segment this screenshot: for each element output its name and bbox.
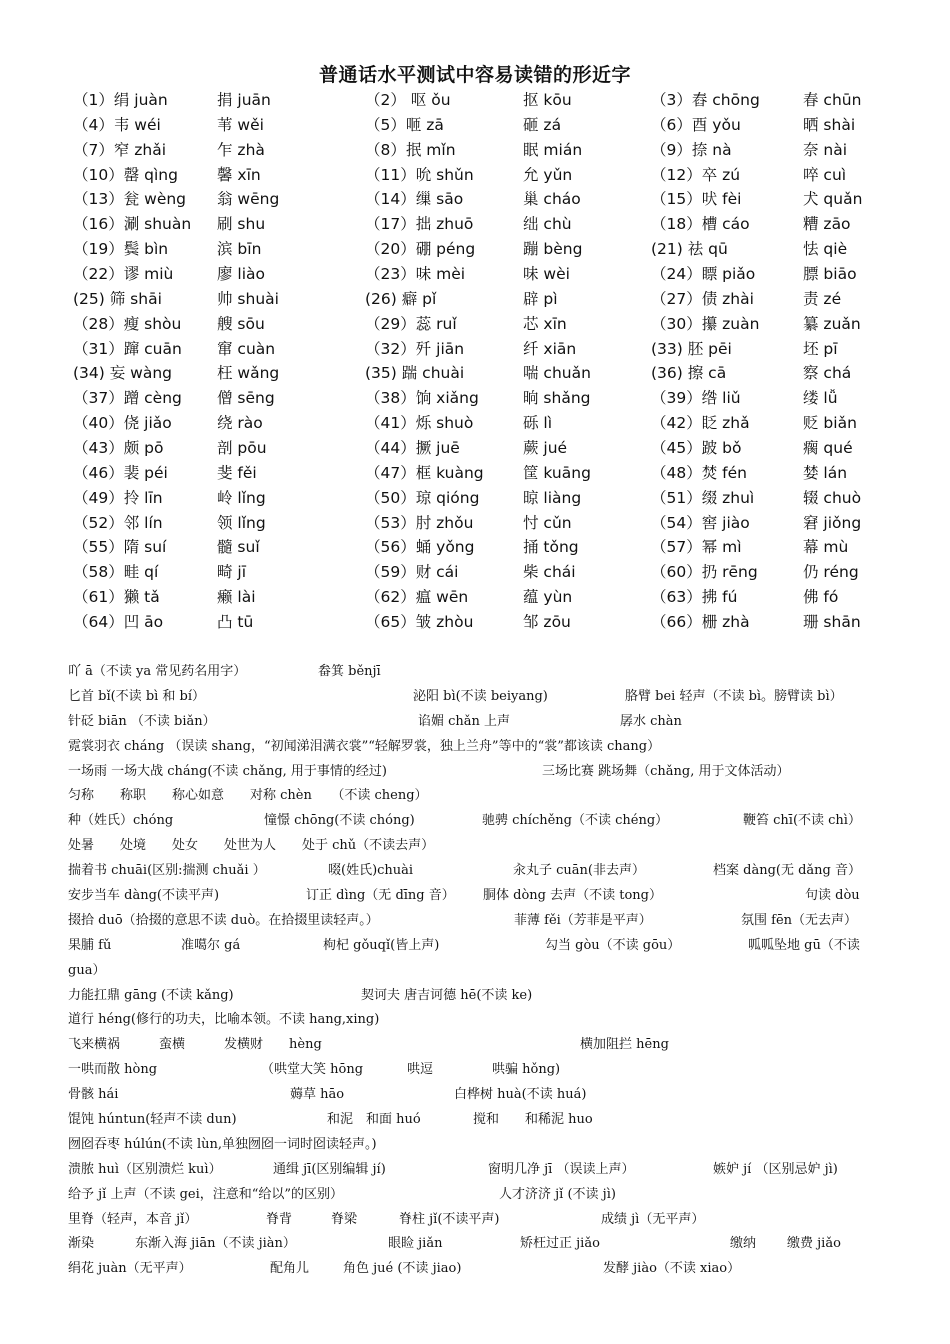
note-segment: 氛围 fēn（无去声） xyxy=(741,912,858,928)
note-segment: 鞭笞 chī(不读 chì） xyxy=(743,813,861,829)
grid-cell: （14）缫 sāo xyxy=(365,190,464,209)
grid-cell: (36) 擦 cā xyxy=(651,364,727,383)
grid-cell: （23）味 mèi xyxy=(365,265,466,284)
note-row xyxy=(68,685,888,710)
note-row xyxy=(68,760,888,785)
grid-cell: （28）瘦 shòu xyxy=(73,314,182,333)
note-segment: 菲薄 fěi（芳菲是平声） xyxy=(514,912,652,928)
grid-cell: （7）窄 zhǎi xyxy=(73,140,167,159)
grid-cell: 绕 rào xyxy=(217,414,263,433)
note-row xyxy=(68,1183,888,1208)
grid-cell: (35) 踹 chuài xyxy=(365,364,465,383)
grid-cell: 味 wèi xyxy=(523,265,570,284)
grid-cell: （4）韦 wéi xyxy=(73,115,161,134)
note-segment: 横加阻拦 hēng xyxy=(580,1037,669,1053)
grid-cell: 廖 liào xyxy=(217,265,266,284)
grid-cell: (33) 胚 pēi xyxy=(651,339,732,358)
note-segment: 泌阳 bì(不读 beiyang) xyxy=(413,688,548,704)
grid-cell: （38）饷 xiǎng xyxy=(365,389,479,408)
note-segment: 通缉 jī(区别编辑 jí) xyxy=(273,1161,386,1177)
grid-cell: （10）罄 qìng xyxy=(73,165,178,184)
grid-row xyxy=(73,386,893,411)
note-row xyxy=(68,735,888,760)
note-segment: 配角儿 xyxy=(270,1261,310,1277)
grid-cell: （27）债 zhài xyxy=(651,289,754,308)
note-segment: 人才济济 jǐ (不读 jì) xyxy=(499,1186,616,1202)
note-segment: 嫉妒 jí （区别忌妒 jì) xyxy=(713,1161,838,1177)
note-segment: 里脊（轻声，本音 jǐ） xyxy=(68,1211,198,1227)
grid-cell: 刷 shu xyxy=(217,215,266,234)
grid-row xyxy=(73,262,893,287)
note-segment: 匀称 称职 称心如意 对称 chèn （不读 cheng） xyxy=(68,788,428,804)
grid-row xyxy=(73,88,893,113)
note-row xyxy=(68,1033,888,1058)
grid-cell: 绌 chù xyxy=(523,215,572,234)
grid-cell: 乍 zhà xyxy=(217,140,265,159)
grid-cell: 仍 réng xyxy=(803,563,859,582)
note-segment: 订正 dìng（无 dīng 音） xyxy=(306,888,455,904)
grid-cell: （12）卒 zú xyxy=(651,165,741,184)
note-row xyxy=(68,984,888,1009)
grid-row xyxy=(73,411,893,436)
grid-cell: 坯 pī xyxy=(803,339,838,358)
note-segment: 啜(姓氏)chuài xyxy=(328,863,414,879)
character-pair-grid xyxy=(73,88,893,635)
note-segment: 一哄而散 hòng xyxy=(68,1062,158,1078)
grid-cell: 领 lǐng xyxy=(217,513,266,532)
note-segment: 胳臂 bei 轻声（不读 bì。膀臂读 bì） xyxy=(625,688,843,704)
note-segment: 哄逗 xyxy=(407,1062,434,1078)
grid-cell: 滨 bīn xyxy=(217,240,262,259)
grid-cell: 责 zé xyxy=(803,289,842,308)
note-segment: 角色 jué (不读 jiao) xyxy=(343,1261,462,1277)
grid-cell: （22）谬 miù xyxy=(73,265,174,284)
grid-cell: 柴 chái xyxy=(523,563,576,582)
grid-cell: 晾 liàng xyxy=(523,488,582,507)
grid-cell: （2） 呕 ǒu xyxy=(365,91,451,109)
note-segment: 发酵 jiào（不读 xiao） xyxy=(603,1261,741,1277)
note-segment: 眼睑 jiǎn xyxy=(388,1236,443,1252)
grid-cell: （30）攥 zuàn xyxy=(651,314,760,333)
grid-cell: （3）舂 chōng xyxy=(651,91,760,109)
note-row xyxy=(68,809,888,834)
grid-cell: （24）瞟 piǎo xyxy=(651,265,756,284)
grid-cell: （31）蹿 cuān xyxy=(73,339,182,358)
note-segment: 安步当车 dàng(不读平声) xyxy=(68,888,220,904)
grid-cell: （45）跛 bǒ xyxy=(651,439,742,458)
grid-cell: (25) 筛 shāi xyxy=(73,289,162,308)
grid-row xyxy=(73,163,893,188)
note-segment: 飞来横祸 蛮横 发横财 hèng xyxy=(68,1037,322,1053)
grid-cell: 糟 zāo xyxy=(803,215,851,234)
grid-cell: 窜 cuàn xyxy=(217,339,276,358)
grid-cell: （66）栅 zhà xyxy=(651,613,750,632)
grid-cell: 翁 wēng xyxy=(217,190,280,209)
grid-row xyxy=(73,461,893,486)
grid-cell: （17）拙 zhuō xyxy=(365,215,474,234)
note-row xyxy=(68,1008,888,1033)
grid-cell: 蹦 bèng xyxy=(523,240,583,259)
grid-cell: 髓 suǐ xyxy=(217,538,260,557)
grid-cell: (21) 祛 qū xyxy=(651,240,728,259)
pronunciation-notes xyxy=(68,660,888,1282)
grid-row xyxy=(73,337,893,362)
grid-cell: 馨 xīn xyxy=(217,165,261,184)
grid-cell: （62）瘟 wēn xyxy=(365,588,469,607)
grid-cell: 允 yǔn xyxy=(523,165,573,184)
grid-row xyxy=(73,511,893,536)
grid-cell: （29）蕊 ruǐ xyxy=(365,314,457,333)
grid-cell: （19）鬓 bìn xyxy=(73,240,169,259)
note-segment: 孱水 chàn xyxy=(620,713,682,729)
grid-cell: （37）蹭 cèng xyxy=(73,389,182,408)
grid-cell: 眠 mián xyxy=(523,140,583,159)
grid-cell: （32）歼 jiān xyxy=(365,339,465,358)
grid-row xyxy=(73,212,893,237)
note-row xyxy=(68,934,888,959)
grid-cell: 筐 kuāng xyxy=(523,463,591,482)
note-segment: 准噶尔 gá xyxy=(181,937,241,953)
grid-cell: （15）吠 fèi xyxy=(651,190,742,209)
grid-cell: 苇 wěi xyxy=(217,115,264,134)
note-segment: 档案 dàng(无 dǎng 音） xyxy=(713,863,862,879)
grid-cell: （20）硼 péng xyxy=(365,240,476,259)
note-segment: 畚箕 běnjī xyxy=(318,664,381,679)
note-segment: 白桦树 huà(不读 huá) xyxy=(454,1087,587,1103)
grid-cell: 凸 tū xyxy=(217,613,254,632)
grid-cell: （41）烁 shuò xyxy=(365,414,474,433)
grid-cell: 辟 pì xyxy=(523,289,558,308)
grid-cell: 砾 lì xyxy=(523,414,553,433)
note-segment: 东渐入海 jiān（不读 jiàn） xyxy=(135,1236,296,1252)
grid-cell: （48）焚 fén xyxy=(651,463,747,482)
grid-cell: 纤 xiān xyxy=(523,339,577,358)
note-segment: 溃脓 huì（区别溃烂 kuì） xyxy=(68,1161,222,1177)
grid-cell: （55）隋 suí xyxy=(73,538,167,557)
grid-cell: 婪 lán xyxy=(803,463,848,482)
grid-row xyxy=(73,287,893,312)
note-segment: 成绩 jì（无平声） xyxy=(601,1211,705,1227)
grid-cell: 幕 mù xyxy=(803,538,849,557)
note-segment: 掇拾 duō（拾掇的意思不读 duò。在拾掇里读轻声。） xyxy=(68,912,379,928)
note-row xyxy=(68,959,888,984)
grid-cell: 瘸 qué xyxy=(803,439,853,458)
grid-cell: （18）槽 cáo xyxy=(651,215,750,234)
grid-cell: （50）琼 qióng xyxy=(365,488,480,507)
note-segment: 哄骗 hǒng) xyxy=(492,1062,561,1078)
note-row xyxy=(68,884,888,909)
grid-cell: 膘 biāo xyxy=(803,265,857,284)
note-segment: 搅和 和稀泥 huo xyxy=(473,1112,593,1128)
note-segment: 一场雨 一场大战 cháng(不读 chǎng, 用于事情的经过) xyxy=(68,763,388,779)
grid-cell: 捐 juān xyxy=(217,91,271,109)
note-segment: 力能扛鼎 gāng (不读 kǎng) xyxy=(68,987,234,1003)
grid-cell: 枉 wǎng xyxy=(217,364,280,383)
note-segment: 针砭 biān （不读 biǎn） xyxy=(68,713,216,729)
grid-cell: 奈 nài xyxy=(803,140,848,159)
note-row xyxy=(68,660,888,685)
grid-cell: （13）瓮 wèng xyxy=(73,190,187,209)
note-segment: 驰骋 chíchěng（不读 chéng） xyxy=(482,813,669,829)
note-segment: 揣着书 chuāi(区别:揣测 chuǎi ） xyxy=(68,863,266,879)
grid-cell: 佛 fó xyxy=(803,588,839,607)
grid-cell: (34) 妄 wàng xyxy=(73,364,173,383)
grid-cell: （54）窖 jiào xyxy=(651,513,750,532)
grid-cell: （60）扔 rēng xyxy=(651,563,758,582)
grid-cell: （43）颇 pō xyxy=(73,439,164,458)
grid-cell: （46）裴 péi xyxy=(73,463,168,482)
grid-row xyxy=(73,535,893,560)
grid-cell: （39）绺 liǔ xyxy=(651,389,741,408)
note-segment: 道行 héng(修行的功夫，比喻本领。不读 hang,xing) xyxy=(68,1012,380,1028)
grid-cell: 窘 jiǒng xyxy=(803,513,862,532)
grid-cell: 纂 zuǎn xyxy=(803,314,861,333)
grid-cell: 砸 zá xyxy=(523,115,562,134)
note-segment: 枸杞 gǒuqǐ(皆上声) xyxy=(323,937,440,953)
grid-cell: 蕨 jué xyxy=(523,439,568,458)
page-title: 普通话水平测试中容易读错的形近字 xyxy=(318,64,631,86)
grid-cell: 僧 sēng xyxy=(217,389,275,408)
grid-cell: 辍 chuò xyxy=(803,488,862,507)
note-row xyxy=(68,1058,888,1083)
note-segment: 给予 jǐ 上声（不读 gei，注意和“给以”的区别） xyxy=(68,1186,344,1202)
note-segment: 缴纳 xyxy=(730,1236,757,1252)
note-segment: 句读 dòu xyxy=(805,888,860,904)
note-segment: （哄堂大笑 hōng xyxy=(261,1062,364,1078)
grid-cell: （56）蛹 yǒng xyxy=(365,538,475,557)
grid-row xyxy=(73,312,893,337)
note-segment: 囫囵吞枣 húlún(不读 lùn,单独囫囵一词时囵读轻声。) xyxy=(68,1136,377,1152)
note-segment: 绢花 juàn（无平声） xyxy=(68,1261,192,1277)
note-segment: 矫枉过正 jiǎo xyxy=(520,1236,600,1252)
note-segment: 契诃夫 唐吉诃德 hē(不读 ke) xyxy=(361,987,533,1003)
note-segment: 脊柱 jǐ(不读平声) xyxy=(399,1211,500,1227)
note-segment: 窗明几净 jī （误读上声） xyxy=(488,1161,635,1177)
note-segment: 薅草 hāo xyxy=(290,1087,345,1103)
grid-row xyxy=(73,436,893,461)
grid-cell: （63）拂 fú xyxy=(651,588,738,607)
grid-row xyxy=(73,187,893,212)
note-row xyxy=(68,1232,888,1257)
grid-cell: （9）捺 nà xyxy=(651,140,732,159)
note-row xyxy=(68,1108,888,1133)
grid-cell: （40）侥 jiǎo xyxy=(73,414,172,433)
note-segment: gua） xyxy=(68,962,106,978)
grid-cell: （58）畦 qí xyxy=(73,563,159,582)
note-segment: 骨骸 hái xyxy=(68,1087,119,1103)
grid-cell: （49）拎 līn xyxy=(73,488,163,507)
note-segment: 憧憬 chōng(不读 chóng) xyxy=(264,813,415,829)
note-segment: 霓裳羽衣 cháng （误读 shang，“初闻涕泪满衣裳”“轻解罗裳，独上兰舟”等中的“裳”都该读 chang） xyxy=(68,738,661,754)
note-segment: 呱呱坠地 gū（不读 xyxy=(748,937,860,953)
note-row xyxy=(68,1158,888,1183)
grid-cell: （42）眨 zhǎ xyxy=(651,414,750,433)
grid-cell: 畸 jī xyxy=(217,563,247,582)
grid-row xyxy=(73,610,893,635)
grid-cell: （61）獭 tǎ xyxy=(73,588,160,607)
grid-cell: 捅 tǒng xyxy=(523,538,579,557)
note-segment: 馄饨 húntun(轻声不读 dun) xyxy=(68,1112,237,1128)
grid-cell: 啐 cuì xyxy=(803,165,847,184)
note-segment: 三场比赛 跳场舞（chǎng, 用于文体活动） xyxy=(542,763,790,779)
grid-cell: （5）咂 zā xyxy=(365,115,444,134)
grid-cell: （53）肘 zhǒu xyxy=(365,513,474,532)
grid-cell: （8）抿 mǐn xyxy=(365,140,456,159)
grid-cell: 察 chá xyxy=(803,364,852,383)
note-row xyxy=(68,1083,888,1108)
grid-cell: 怯 qiè xyxy=(803,240,848,259)
note-segment: 谄媚 chǎn 上声 xyxy=(418,713,511,729)
note-segment: 果脯 fǔ xyxy=(68,937,112,953)
grid-cell: （47）框 kuàng xyxy=(365,463,484,482)
note-segment: 吖 ā（不读 ya 常见药名用字） xyxy=(68,664,247,679)
grid-cell: （59）财 cái xyxy=(365,563,459,582)
grid-cell: 春 chūn xyxy=(803,91,862,109)
grid-cell: （6）酉 yǒu xyxy=(651,115,741,134)
grid-cell: 邹 zōu xyxy=(523,613,571,632)
note-segment: 脊梁 xyxy=(331,1211,358,1227)
note-segment: 脊背 xyxy=(266,1211,293,1227)
note-segment: 勾当 gòu（不读 gōu） xyxy=(545,937,681,953)
grid-cell: （44）撅 juē xyxy=(365,439,460,458)
grid-cell: （52）邻 lín xyxy=(73,513,163,532)
note-row xyxy=(68,834,888,859)
grid-cell: （51）缀 zhuì xyxy=(651,488,755,507)
note-segment: 缴费 jiǎo xyxy=(787,1236,841,1252)
grid-cell: （57）幂 mì xyxy=(651,538,742,557)
grid-cell: 斐 fěi xyxy=(217,463,257,482)
grid-row xyxy=(73,113,893,138)
grid-row xyxy=(73,361,893,386)
grid-cell: 喘 chuǎn xyxy=(523,364,591,383)
grid-row xyxy=(73,237,893,262)
grid-cell: （65）皱 zhòu xyxy=(365,613,474,632)
grid-row xyxy=(73,560,893,585)
note-row xyxy=(68,859,888,884)
note-segment: 匕首 bǐ(不读 bì 和 bí） xyxy=(68,688,206,704)
grid-cell: 缕 lǚ xyxy=(803,389,838,408)
grid-cell: 晌 shǎng xyxy=(523,389,591,408)
grid-cell: （11）吮 shǔn xyxy=(365,165,474,184)
grid-cell: 蕴 yùn xyxy=(523,588,573,607)
grid-cell: 芯 xīn xyxy=(523,314,567,333)
grid-cell: 岭 lǐng xyxy=(217,488,266,507)
grid-cell: 艘 sōu xyxy=(217,314,265,333)
grid-cell: 帅 shuài xyxy=(217,289,279,308)
grid-cell: 剖 pōu xyxy=(217,439,267,458)
note-row xyxy=(68,1257,888,1282)
note-row xyxy=(68,1208,888,1233)
grid-cell: (26) 癖 pǐ xyxy=(365,289,437,308)
grid-cell: 抠 kōu xyxy=(523,91,572,109)
note-segment: 处暑 处境 处女 处世为人 处于 chǔ（不读去声） xyxy=(68,838,435,854)
note-row xyxy=(68,1133,888,1158)
grid-cell: （64）凹 āo xyxy=(73,613,164,632)
grid-cell: 珊 shān xyxy=(803,613,861,632)
grid-cell: 贬 biǎn xyxy=(803,414,857,433)
note-segment: 渐染 xyxy=(68,1236,95,1252)
grid-row xyxy=(73,486,893,511)
grid-cell: （16）涮 shuàn xyxy=(73,215,192,234)
grid-cell: 晒 shài xyxy=(803,115,856,134)
note-row xyxy=(68,710,888,735)
grid-cell: 癞 lài xyxy=(217,588,256,607)
grid-cell: （1）绢 juàn xyxy=(73,91,168,109)
grid-cell: 巢 cháo xyxy=(523,190,581,209)
note-segment: 和泥 和面 huó xyxy=(327,1112,421,1128)
grid-row xyxy=(73,138,893,163)
note-row xyxy=(68,784,888,809)
grid-cell: 犬 quǎn xyxy=(803,190,863,209)
grid-row xyxy=(73,585,893,610)
note-segment: 汆丸子 cuān(非去声） xyxy=(513,863,645,879)
grid-cell: 忖 cǔn xyxy=(523,513,572,532)
note-row xyxy=(68,909,888,934)
note-segment: 胴体 dòng 去声（不读 tong） xyxy=(483,888,662,904)
note-segment: 种（姓氏）chóng xyxy=(68,813,174,829)
